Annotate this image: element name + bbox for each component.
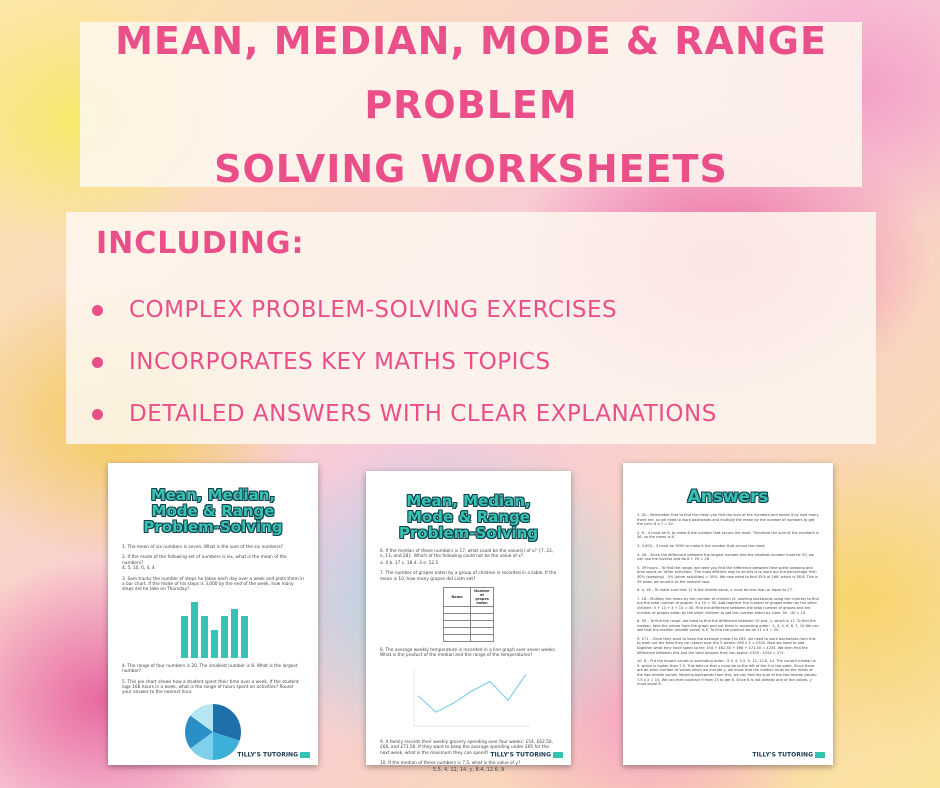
answer-text: 9. £71 – Since they want to keep the average (mean) to £65, we need to work backwards from this to work out the total they can spend over the 5 weeks: £65 x 5 = £325. Now we need to add together what they have spent so far: £54 + £62.50 + £66 + £71.50 = £254. We then find the difference between this and the total amount they can spend: £325 - £254 = £71. [637,636,816,655]
question-text: 2. If the mode of the following set of numbers is six, what is the mean of the numbers? [122,555,287,566]
question-text: 7. The number of grapes eaten by a group of children is recorded in a table. If the mean is 10, how many grapes did Liam eat? [380,571,557,582]
question-text: 8. The average weekly temperature is recorded in a line graph over seven weeks. What is the product of the median and the range of the temperatures? [380,648,557,659]
table-header: Name [444,588,471,607]
answers-preview [623,463,833,765]
feature-label: INCORPORATES KEY MATHS TOPICS [129,349,551,375]
graduation-cap-icon [553,752,563,758]
answer-text: 7. 18 – Multiply the mean by the number of children (4, working backwards using the inverse) to find out the total number of grapes: 5 x 10 = 50. Add together the number of grapes eaten by the other children: 5 + 13 + 4 + 15 = 40. Find the difference between the total number of grapes and the number of grapes eaten by the other children to get the number eaten by Liam: 50 - 40 = 10. [637,596,819,615]
question-text: 1. The mean of six numbers is seven. What is the sum of the six numbers? [122,545,283,550]
steps-bar [191,602,198,658]
brand-logo: TILLY'S TUTORING [490,752,563,759]
question-text: a. 4 b. 17 c. 18 d. 3 e. 12.5 [380,560,439,566]
steps-bar-chart [173,598,253,660]
worksheet-preview-2 [366,471,571,774]
worksheet-preview-1 [108,463,318,765]
feature-list [92,284,717,440]
graduation-cap-icon [815,752,825,758]
feature-label: DETAILED ANSWERS WITH CLEAR EXPLANATIONS [129,401,717,427]
answer-text: 5. 39 hours – To find the range, we need you find the difference between time spent sleeping and time spent on 'other activities'. The most efficient way to do this is to work out the percentage first: 40% (sleeping) - 5% (other activities) = 35%. We now need to find 35% of 168, which is 58.8. This is 39 when we round it to the nearest hour. [637,565,819,584]
question-text: 10. If the median of these numbers is 7.5, what is the value of y? [380,761,521,767]
title-banner [80,18,862,191]
question-text: 6. If the median of these numbers is 17, what could be the value(s) of x? {7, 22, x, 13, and 28}. Which of the following could not be the value of x? [380,549,554,560]
bullet-icon [92,409,103,420]
grapes-table [443,587,494,642]
steps-bar [231,609,238,658]
steps-bar [181,616,188,658]
answer-text: 10. 6 – Put the known values in ascending order: -5.5, 4, 5.5, 9, 12, 12.6, 14. The current median is 9, which is higher than 7.5. This tells us that y must be to the left of the 9 in the order. Since there are an even number of values when we include y, we know that the median must be the mean of the two middle values. Working backwards from this, we can find the sum of the two middle values: 7.5 x 2 = 15. We can then subtract 9 from 15 to get 6. Since 6 is not already one of the values, y must equal 6. [637,659,817,687]
feature-item [92,336,717,388]
worksheet-title: Mean, Median, Mode & Range Problem-Solving [398,492,539,542]
title-line-1: MEAN, MEDIAN, MODE & RANGE PROBLEM [115,18,827,127]
feature-label: COMPLEX PROBLEM-SOLVING EXERCISES [129,297,618,323]
question-text: 3. Sam tracks the number of steps he takes each day over a week and plots them in a bar chart. If the mode of his steps is 3,000 by the end of the week, how many steps did he take on Thursday? [122,576,304,593]
including-heading: INCLUDING: [96,226,305,261]
temperature-line [418,674,526,712]
answer-text: 4. 28 – Since the difference between the largest number and the smallest number must be 20, we can use the inverse and do 8 + 20 = 28. [637,552,814,562]
including-panel [66,212,876,444]
answer-text: 1. 42 – Remember that to find the mean you find the sum of the numbers and divide it by how many there are, so we need to work backwards and multiply the mean by the number of numbers to get the sum: 6 x 7 = 42. [637,513,819,527]
bullet-icon [92,357,103,368]
brand-logo: TILLY'S TUTORING [752,752,825,759]
bullet-icon [92,305,103,316]
feature-item [92,388,717,440]
brand-logo: TILLY'S TUTORING [237,752,310,759]
steps-bar [211,630,218,658]
question-text: 9. A family records their weekly grocery spending over four weeks: £54, £62.50, £66, and £71.50. If they want to keep the average spending under £65 for the next week, what is the maximum they can spend? [380,739,553,756]
page-title [80,9,862,201]
graduation-cap-icon [300,752,310,758]
question-text: 5.5, 4, 12, 14, y, 8.4, 12.6, 9 [432,767,505,774]
question-text: 5. This pie chart shows how a student spent their time over a week. If the student logs 168 hours in a week, what is the range of hours spent on activities? Round your answer to the nearest hour. [122,679,299,696]
steps-bar [221,616,228,658]
worksheet-title: Mean, Median, Mode & Range Problem-Solving [143,486,283,536]
temperature-line-chart [404,664,534,734]
answer-text: 8. 55 – To find the range, we need to find the difference between 10 and -1, which is 11. To find the median, take the values from the graph and put them in ascending order: -1, 3, 4, 6, 6, 7, 10 We can see that the median (middle value) is 5. To find the product we do 11 x 5 = 55. [637,619,819,633]
answer-text: 2. 6 – 4 must be 6, to make 6 the number that occurs the most. Therefore the sum of the numbers is 36, so the mean is 6. [637,530,819,540]
table-header: Number of grapes eaten [471,588,494,607]
feature-item [92,284,717,336]
steps-bar [241,616,248,658]
answer-text: 3. 3,000 – 3 must be 3000 to make it the number that occurs the most. [637,543,766,548]
answer-text: 6. a, 18 – To make sure that 17 is the middle value, x must be less than or equal to 17. [637,588,794,593]
steps-bar [201,616,208,658]
title-line-2: SOLVING WORKSHEETS [214,146,728,191]
question-text: 4. The range of four numbers is 20. The smallest number is 8. What is the largest number? [122,663,298,675]
answers-title: Answers [687,487,769,507]
question-text: 4, 5, 10, 6, 4, 4 [122,566,155,572]
